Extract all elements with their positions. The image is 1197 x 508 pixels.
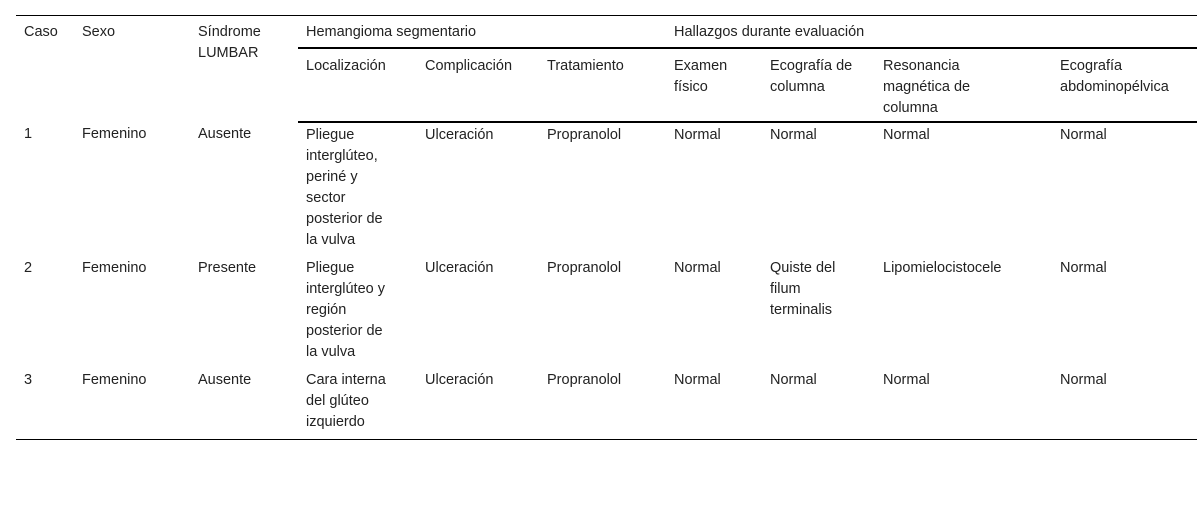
cell-localizacion: [298, 256, 417, 368]
header-eco-columna: Ecografía de columna: [762, 48, 875, 122]
cell-caso: 1: [24, 126, 33, 142]
header-sexo: Sexo: [74, 16, 190, 123]
cell-complicacion: Ulceración: [425, 260, 494, 276]
cell-eco-abdomino: Normal: [1060, 127, 1107, 143]
cell-caso: 2: [24, 260, 33, 276]
cell-examen: Normal: [674, 127, 721, 143]
cell-complicacion: Ulceración: [425, 127, 494, 143]
cell-sindrome: Ausente: [190, 368, 298, 440]
header-caso: Caso: [16, 16, 74, 123]
cell-examen: Normal: [674, 260, 721, 276]
header-resonancia: [875, 48, 1052, 122]
cell-sexo: Femenino: [82, 126, 147, 142]
cell-tratamiento: Propranolol: [547, 260, 622, 276]
cell-sexo: Femenino: [74, 368, 190, 440]
table-row: [16, 122, 1197, 256]
header-sindrome: [190, 16, 298, 123]
cell-localizacion: [298, 122, 417, 256]
cell-sindrome: Presente: [198, 260, 257, 276]
cell-eco-columna-text: Quiste del filum terminalis: [770, 260, 836, 318]
cell-localizacion-text: Cara interna del glúteo izquierdo: [306, 372, 386, 430]
cell-caso: 3: [16, 368, 74, 440]
header-sindrome-text: Síndrome LUMBAR: [198, 24, 261, 61]
clinical-cases-table: [16, 15, 1197, 440]
header-examen: [666, 48, 762, 122]
cell-eco-abdomino: Normal: [1060, 260, 1107, 276]
cell-resonancia: Lipomielocistocele: [883, 260, 1002, 276]
header-group-hallazgos: Hallazgos durante evaluación: [666, 16, 1197, 49]
cell-eco-columna: [762, 256, 875, 368]
header-resonancia-text: Resonancia magnética de columna: [883, 58, 971, 116]
cell-eco-columna: Normal: [770, 127, 817, 143]
cell-sindrome: Ausente: [198, 126, 252, 142]
cell-tratamiento: Propranolol: [547, 127, 622, 143]
cell-resonancia: Normal: [883, 127, 930, 143]
cell-complicacion: Ulceración: [417, 368, 539, 440]
cell-tratamiento: Propranolol: [539, 368, 666, 440]
cell-eco-columna: Normal: [762, 368, 875, 440]
header-examen-text: Examen físico: [674, 58, 728, 95]
cell-resonancia: Normal: [875, 368, 1052, 440]
header-row-top: [16, 16, 1197, 49]
header-complicacion: Complicación: [417, 48, 539, 122]
cell-sexo: Femenino: [82, 260, 147, 276]
cell-localizacion: [298, 368, 417, 440]
header-group-hemangioma: Hemangioma segmentario: [298, 16, 666, 49]
header-localizacion: Localización: [298, 48, 417, 122]
table-row: [16, 256, 1197, 368]
cell-examen: Normal: [666, 368, 762, 440]
cell-localizacion-text: Pliegue interglúteo y región posterior de la vulva: [306, 260, 385, 360]
table-row: [16, 368, 1197, 440]
header-eco-abdomino: Ecografía abdominopélvica: [1052, 48, 1197, 122]
header-tratamiento: Tratamiento: [539, 48, 666, 122]
cell-eco-abdomino: Normal: [1052, 368, 1197, 440]
cell-localizacion-text: Pliegue interglúteo, periné y sector posterior de la vulva: [306, 127, 383, 248]
